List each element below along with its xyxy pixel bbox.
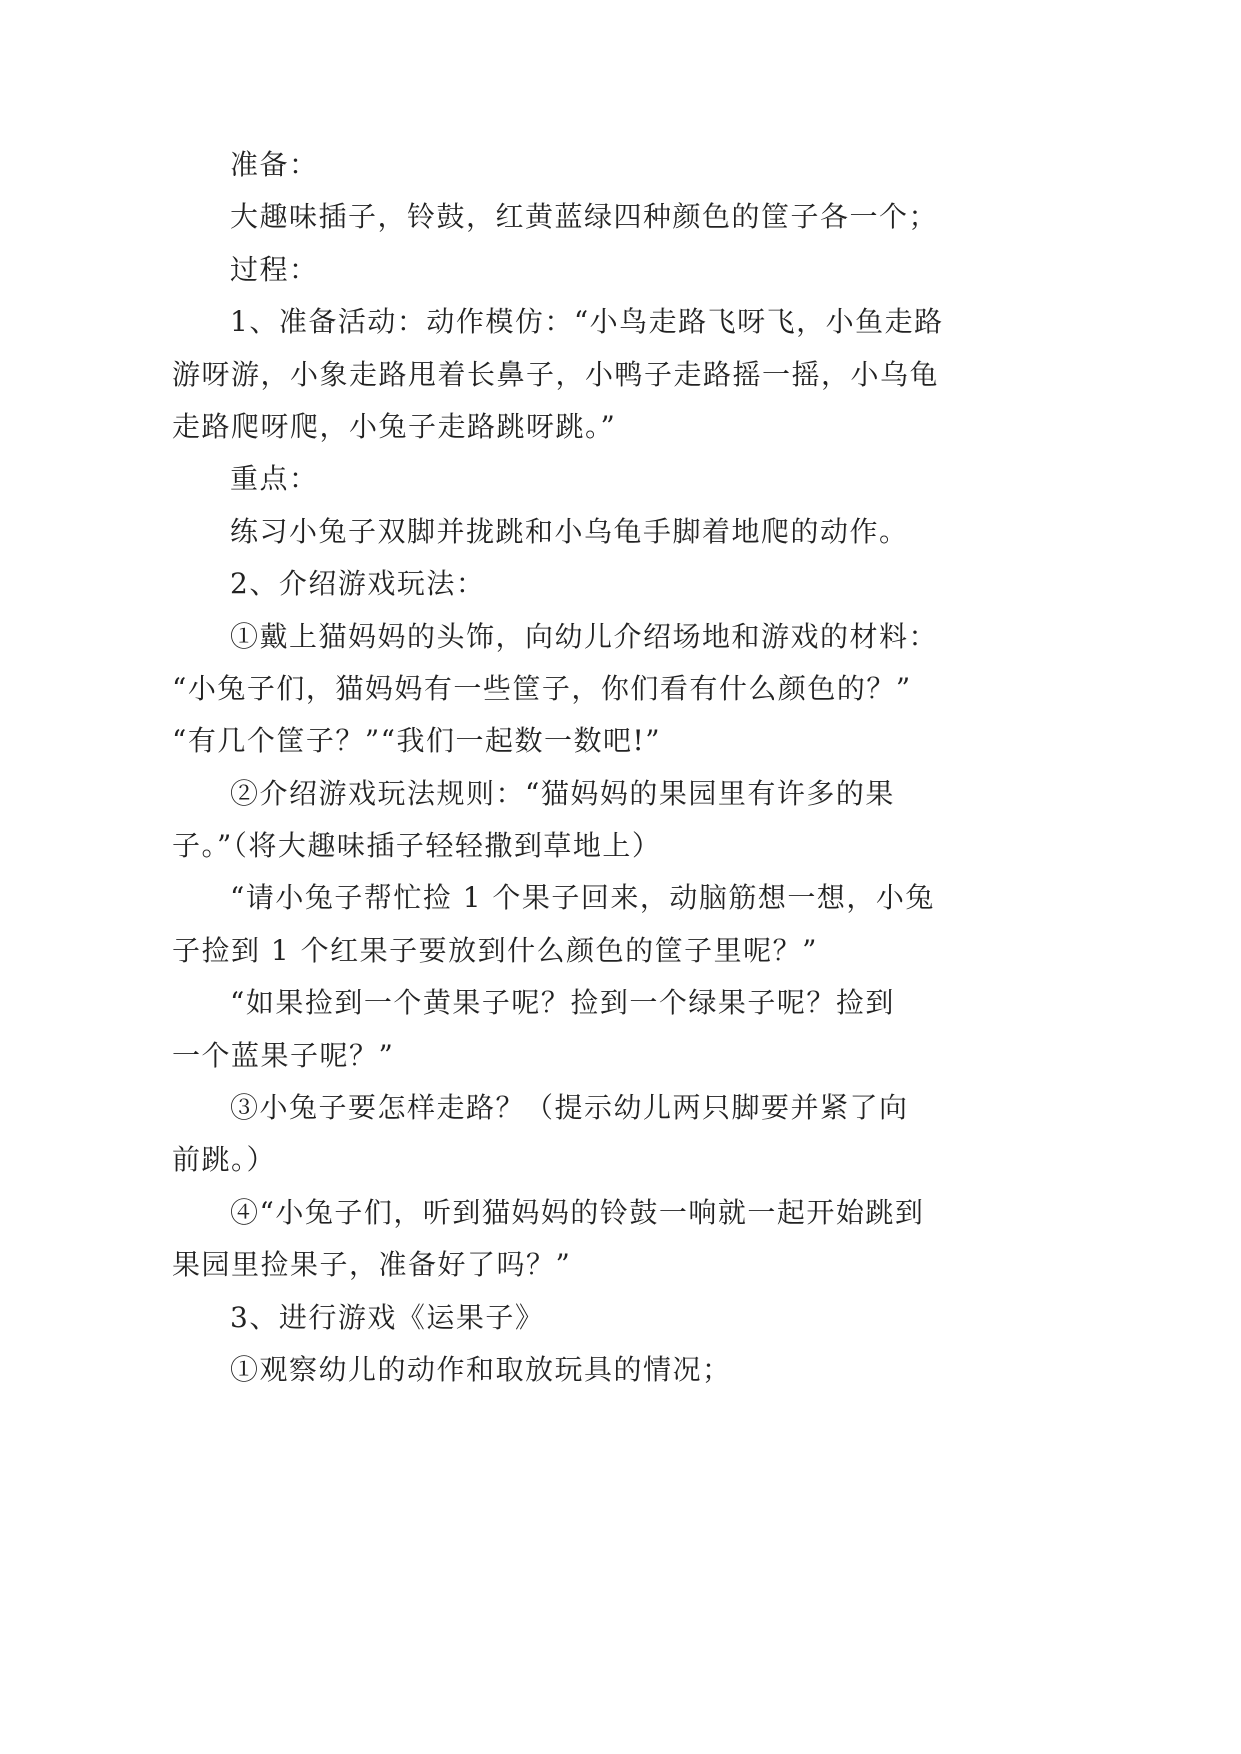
paragraph-quote-pick-line: “请小兔子帮忙捡 1 个果子回来，动脑筋想一想，小兔 <box>230 881 935 915</box>
heading-process: 过程： <box>230 252 319 286</box>
document-body <box>172 139 962 1396</box>
heading-preparation: 准备： <box>230 148 319 181</box>
paragraph-step-1-line: “有几个筐子？”“我们一起数一数吧!” <box>172 724 662 758</box>
heading-key-point: 重点： <box>230 462 319 496</box>
paragraph-step-2-line: ②介绍游戏玩法规则：“猫妈妈的果园里有许多的果 <box>230 776 895 810</box>
heading-game-intro: 2、介绍游戏玩法： <box>230 567 486 601</box>
paragraph-quote-colors-line: “如果捡到一个黄果子呢？捡到一个绿果子呢？捡到 <box>230 986 895 1020</box>
paragraph-step-3-line: 前跳。） <box>172 1143 277 1177</box>
paragraph-step-3-line: ③小兔子要怎样走路？（提示幼儿两只脚要并紧了向 <box>230 1091 909 1125</box>
paragraph-step-2-line: 子。”（将大趣味插子轻轻撒到草地上） <box>172 829 662 863</box>
paragraph-quote-colors-line: 一个蓝果子呢？” <box>172 1038 395 1072</box>
paragraph-step-4-line: ④“小兔子们，听到猫妈妈的铃鼓一响就一起开始跳到 <box>230 1195 925 1229</box>
paragraph-observe: ①观察幼儿的动作和取放玩具的情况； <box>230 1352 732 1386</box>
paragraph-step-1-line: ①戴上猫妈妈的头饰，向幼儿介绍场地和游戏的材料： <box>230 619 939 653</box>
paragraph-warmup-line: 游呀游，小象走路甩着长鼻子，小鸭子走路摇一摇，小乌龟 <box>172 357 940 391</box>
paragraph-key-point: 练习小兔子双脚并拢跳和小乌龟手脚着地爬的动作。 <box>230 514 909 548</box>
paragraph-warmup-line: 1、准备活动：动作模仿：“小鸟走路飞呀飞，小鱼走路 <box>230 305 944 339</box>
paragraph-step-1-line: “小兔子们，猫妈妈有一些筐子，你们看有什么颜色的？” <box>172 671 912 705</box>
heading-play-game: 3、进行游戏《运果子》 <box>230 1300 545 1334</box>
paragraph-warmup-line: 走路爬呀爬，小兔子走路跳呀跳。” <box>172 409 617 443</box>
paragraph-quote-pick-line: 子捡到 1 个红果子要放到什么颜色的筐子里呢？” <box>172 933 818 967</box>
paragraph-step-4-line: 果园里捡果子，准备好了吗？” <box>172 1248 572 1282</box>
paragraph-materials: 大趣味插子，铃鼓，红黄蓝绿四种颜色的筐子各一个； <box>230 200 939 234</box>
